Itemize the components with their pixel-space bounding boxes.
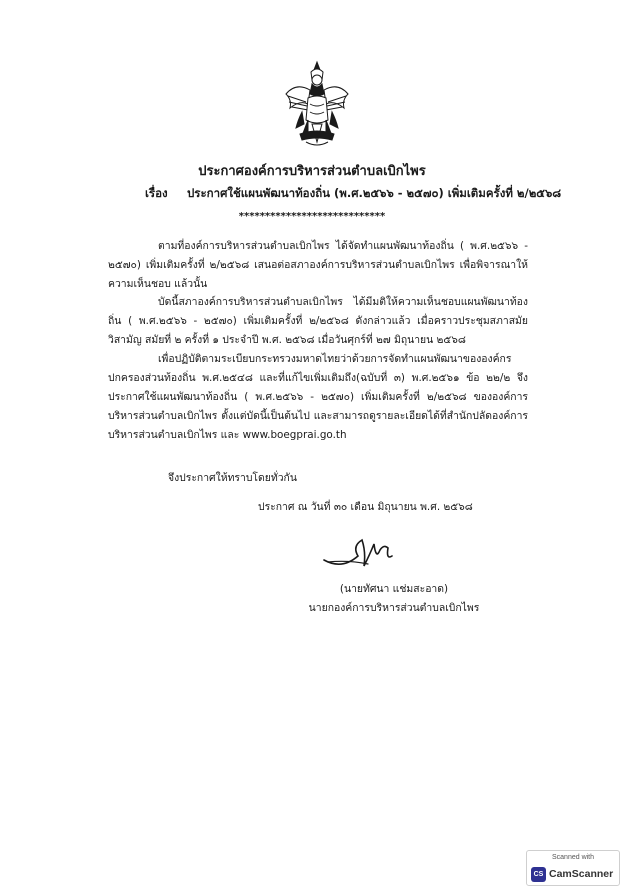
scanned-with-caption: Scanned with [551,854,595,861]
signer-name: (นายทัศนา แช่มสะอาด) [339,583,449,595]
paragraph-1-text: ตามที่องค์การบริหารส่วนตำบลเบิกไพร ได้จัดทำแผนพัฒนาท้องถิ่น ( พ.ศ.๒๕๖๖ - ๒๕๗๐) เพิ่มเติมครั้งที่ ๒/๒๕๖๘ เสนอต่อสภาองค์การบริหารส่วนตำบลเบิกไพร เพื่อพิจารณาให้ความเห็นชอบ แล้วนั้น [108,240,528,290]
paragraph-3 [108,350,528,445]
subject-text: ประกาศใช้แผนพัฒนาท้องถิ่น (พ.ศ.๒๕๖๖ - ๒๕๗๐) เพิ่มเติมครั้งที่ ๒/๒๕๖๘ [187,186,562,200]
closing-statement: จึงประกาศให้ทราบโดยทั่วกัน [168,472,297,484]
signature-icon [322,530,394,578]
date-line: ประกาศ ณ วันที่ ๓๐ เดือน มิถุนายน พ.ศ. ๒๕๖๘ [258,501,473,513]
subject-line [145,185,561,203]
signer-position: นายกองค์การบริหารส่วนตำบลเบิกไพร [308,602,480,614]
announcement-title: ประกาศองค์การบริหารส่วนตำบลเบิกไพร [198,164,426,179]
paragraph-3-text: เพื่อปฏิบัติตามระเบียบกระทรวงมหาดไทยว่าด้วยการจัดทำแผนพัฒนาขององค์กรปกครองส่วนท้องถิ่น พ.ศ.๒๕๔๘ และที่แก้ไขเพิ่มเติมถึง(ฉบับที่ ๓) พ.ศ.๒๕๖๑ ข้อ ๒๒/๒ จึงประกาศใช้แผนพัฒนาท้องถิ่น ( พ.ศ.๒๕๖๖ - ๒๕๗๐) เพิ่มเติมครั้งที่ ๒/๒๕๖๘ ขององค์การบริหารส่วนตำบลเบิกไพร ตั้งแต่บัดนี้เป็นต้นไป และสามารถดูรายละเอียดได้ที่สำนักปลัดองค์การบริหารส่วนตำบลเบิกไพร และ www.boegprai.go.th [108,353,528,441]
camscanner-brand-row [531,866,613,882]
garuda-emblem-icon [282,60,352,152]
separator: **************************** [238,211,386,222]
paragraph-2-text: บัดนี้สภาองค์การบริหารส่วนตำบลเบิกไพร ได้มีมติให้ความเห็นชอบแผนพัฒนาท้องถิ่น ( พ.ศ.๒๕๖๖ - ๒๕๗๐) เพิ่มเติมครั้งที่ ๒/๒๕๖๘ ดังกล่าวแล้ว เมื่อคราวประชุมสภาสมัยวิสามัญ สมัยที่ ๒ ครั้งที่ ๑ ประจำปี พ.ศ. ๒๕๖๘ เมื่อวันศุกร์ที่ ๒๗ มิถุนายน ๒๕๖๘ [108,296,528,346]
camscanner-logo-icon: CS [531,867,546,882]
camscanner-badge [526,850,620,886]
paragraph-2 [108,293,528,350]
camscanner-brand: CamScanner [549,868,614,880]
paragraph-1 [108,237,528,294]
subject-label: เรื่อง [145,186,168,200]
